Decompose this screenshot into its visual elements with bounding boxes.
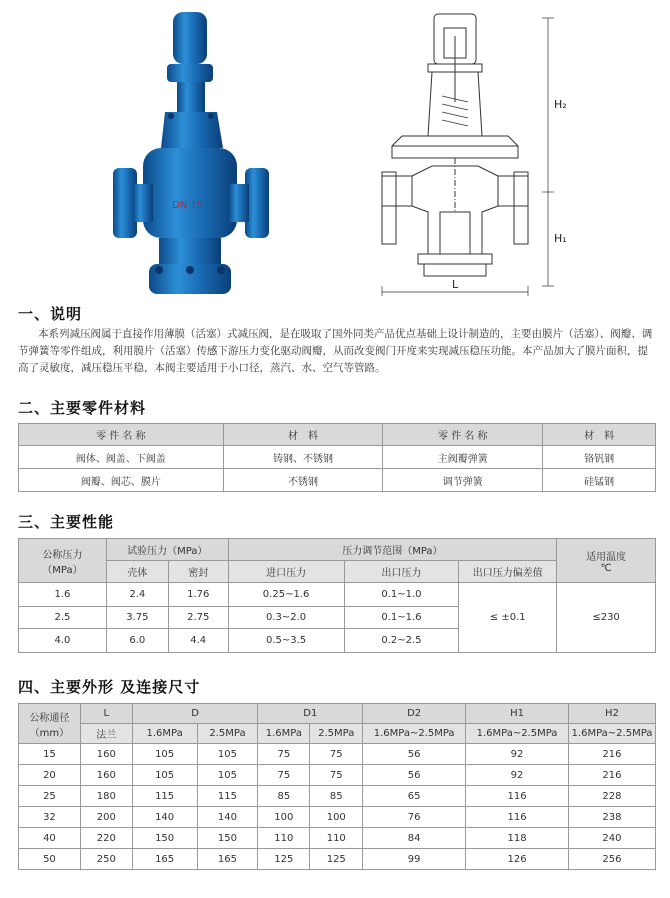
table-cell: 105 (132, 765, 197, 786)
header-material: 材 料 (543, 424, 656, 446)
section3-title: 三、主要性能 (18, 513, 115, 531)
table-cell: 不锈钢 (223, 469, 383, 492)
table-cell: 4.4 (168, 629, 228, 653)
table-cell: 105 (197, 765, 258, 786)
table-cell: 0.25~1.6 (228, 583, 344, 607)
valve-photo-label: DN 15 (172, 200, 204, 211)
table-cell: 92 (466, 744, 569, 765)
table-cell: 75 (258, 765, 310, 786)
header-d: D (132, 704, 258, 724)
table-cell: 140 (197, 807, 258, 828)
subheader-range: 1.6MPa~2.5MPa (568, 724, 655, 744)
header-outlet: 出口压力 (344, 561, 459, 583)
table-cell: 32 (19, 807, 81, 828)
table-cell: 6.0 (106, 629, 168, 653)
table-header-row (19, 539, 656, 561)
table-cell: 115 (197, 786, 258, 807)
header-material: 材 料 (223, 424, 383, 446)
table-cell: 56 (363, 744, 466, 765)
table-cell: 125 (258, 849, 310, 870)
subheader-2.5mpa: 2.5MPa (197, 724, 258, 744)
header-deviation: 出口压力偏差值 (459, 561, 557, 583)
header-part-name: 零 件 名 称 (19, 424, 224, 446)
header-shell: 壳体 (106, 561, 168, 583)
table-cell: 75 (310, 765, 363, 786)
table-cell: 4.0 (19, 629, 107, 653)
header-l: L (80, 704, 132, 724)
table-cell: 150 (197, 828, 258, 849)
dimensions-table (18, 703, 656, 870)
table-cell: 1.76 (168, 583, 228, 607)
table-cell: 铸钢、不锈钢 (223, 446, 383, 469)
table-cell: 100 (258, 807, 310, 828)
dimensions-table-body (19, 744, 656, 870)
table-cell: 1.6 (19, 583, 107, 607)
table-cell: 116 (466, 807, 569, 828)
table-cell: 调节弹簧 (383, 469, 543, 492)
table-cell: 铬钒钢 (543, 446, 656, 469)
table-cell: 76 (363, 807, 466, 828)
header-seal: 密封 (168, 561, 228, 583)
table-cell: 228 (568, 786, 655, 807)
table-cell: 40 (19, 828, 81, 849)
header-nominal-diameter-unit: （mm） (29, 727, 70, 739)
table-cell: 165 (132, 849, 197, 870)
subheader-1.6mpa: 1.6MPa (132, 724, 197, 744)
table-cell: 84 (363, 828, 466, 849)
table-cell: 200 (80, 807, 132, 828)
table-row (19, 744, 656, 765)
table-row (19, 446, 656, 469)
header-nominal-pressure (19, 539, 107, 583)
header-nominal-pressure-unit: （MPa） (42, 564, 83, 576)
header-nominal-pressure-label: 公称压力 (42, 549, 83, 561)
table-cell: 2.75 (168, 607, 228, 629)
table-cell: 3.75 (106, 607, 168, 629)
table-cell: 140 (132, 807, 197, 828)
table-cell: 160 (80, 765, 132, 786)
performance-table (18, 538, 656, 653)
table-cell: 110 (310, 828, 363, 849)
table-cell: 75 (310, 744, 363, 765)
header-d2: D2 (363, 704, 466, 724)
materials-table (18, 423, 656, 492)
table-cell: 105 (197, 744, 258, 765)
table-cell: 85 (310, 786, 363, 807)
table-cell: 2.5 (19, 607, 107, 629)
table-row (19, 849, 656, 870)
table-cell: 240 (568, 828, 655, 849)
table-cell: 126 (466, 849, 569, 870)
table-cell: 100 (310, 807, 363, 828)
temperature-cell: ≤230 (557, 583, 656, 653)
header-d1: D1 (258, 704, 363, 724)
table-cell: 硅锰钢 (543, 469, 656, 492)
table-cell: 0.3~2.0 (228, 607, 344, 629)
table-cell: 0.1~1.6 (344, 607, 459, 629)
subheader-flange: 法兰 (80, 724, 132, 744)
table-cell: 阀瓣、阀芯、膜片 (19, 469, 224, 492)
valve-photo (105, 8, 285, 308)
table-row (19, 786, 656, 807)
table-cell: 15 (19, 744, 81, 765)
table-cell: 主阀瓣弹簧 (383, 446, 543, 469)
table-cell: 85 (258, 786, 310, 807)
table-cell: 阀体、阀盖、下阀盖 (19, 446, 224, 469)
table-cell: 238 (568, 807, 655, 828)
table-cell: 0.2~2.5 (344, 629, 459, 653)
header-temperature (557, 539, 656, 583)
table-cell: 0.5~3.5 (228, 629, 344, 653)
table-row (19, 583, 656, 607)
dimension-h2-label: H₂ (554, 98, 567, 111)
table-cell: 150 (132, 828, 197, 849)
table-row (19, 807, 656, 828)
subheader-2.5mpa: 2.5MPa (310, 724, 363, 744)
table-cell: 2.4 (106, 583, 168, 607)
table-cell: 99 (363, 849, 466, 870)
table-cell: 220 (80, 828, 132, 849)
table-cell: 125 (310, 849, 363, 870)
table-cell: 165 (197, 849, 258, 870)
table-cell: 105 (132, 744, 197, 765)
section2-title: 二、主要零件材料 (18, 399, 147, 417)
subheader-range: 1.6MPa~2.5MPa (466, 724, 569, 744)
table-cell: 0.1~1.0 (344, 583, 459, 607)
subheader-1.6mpa: 1.6MPa (258, 724, 310, 744)
table-cell: 216 (568, 765, 655, 786)
table-cell: 216 (568, 744, 655, 765)
header-part-name: 零 件 名 称 (383, 424, 543, 446)
table-row (19, 765, 656, 786)
table-cell: 256 (568, 849, 655, 870)
deviation-cell: ≤ ±0.1 (459, 583, 557, 653)
table-cell: 180 (80, 786, 132, 807)
header-nominal-diameter (19, 704, 81, 744)
table-cell: 160 (80, 744, 132, 765)
table-header-row (19, 424, 656, 446)
table-cell: 116 (466, 786, 569, 807)
header-adjust-range: 压力调节范围（MPa） (228, 539, 556, 561)
dimension-l-label: L (452, 278, 459, 291)
table-cell: 110 (258, 828, 310, 849)
table-cell: 250 (80, 849, 132, 870)
header-temperature-unit: ℃ (600, 562, 612, 574)
table-cell: 25 (19, 786, 81, 807)
header-h1: H1 (466, 704, 569, 724)
table-cell: 65 (363, 786, 466, 807)
valve-cross-section-drawing (372, 6, 572, 302)
dimension-h1-label: H₁ (554, 232, 567, 245)
subheader-range: 1.6MPa~2.5MPa (363, 724, 466, 744)
section1-title: 一、说明 (18, 305, 83, 323)
table-subheader-row (19, 724, 656, 744)
table-header-row (19, 704, 656, 724)
header-h2: H2 (568, 704, 655, 724)
table-cell: 50 (19, 849, 81, 870)
table-cell: 92 (466, 765, 569, 786)
table-row (19, 828, 656, 849)
header-temperature-label: 适用温度 (586, 551, 627, 563)
header-nominal-diameter-label: 公称通径 (29, 712, 70, 724)
header-inlet: 进口压力 (228, 561, 344, 583)
section1-description: 本系列减压阀属于直接作用薄膜（活塞）式减压阀，是在吸取了国外同类产品优点基础上设计制造的，主要由膜片（活塞）、阀瓣、调节弹簧等零件组成，利用膜片（活塞）传感下游压力变化驱动阀瓣，从而改变阀门开度来实现减压稳压功能。本产品加大了膜片面积，提高了灵敏度，减压稳压平稳，本阀主要适用于小口径，蒸汽、水、空气等管路。 (18, 328, 653, 374)
header-test-pressure: 试验压力（MPa） (106, 539, 228, 561)
table-cell: 56 (363, 765, 466, 786)
table-cell: 118 (466, 828, 569, 849)
table-cell: 115 (132, 786, 197, 807)
section4-title: 四、主要外形 及连接尺寸 (18, 678, 201, 696)
table-cell: 20 (19, 765, 81, 786)
table-cell: 75 (258, 744, 310, 765)
table-row (19, 469, 656, 492)
